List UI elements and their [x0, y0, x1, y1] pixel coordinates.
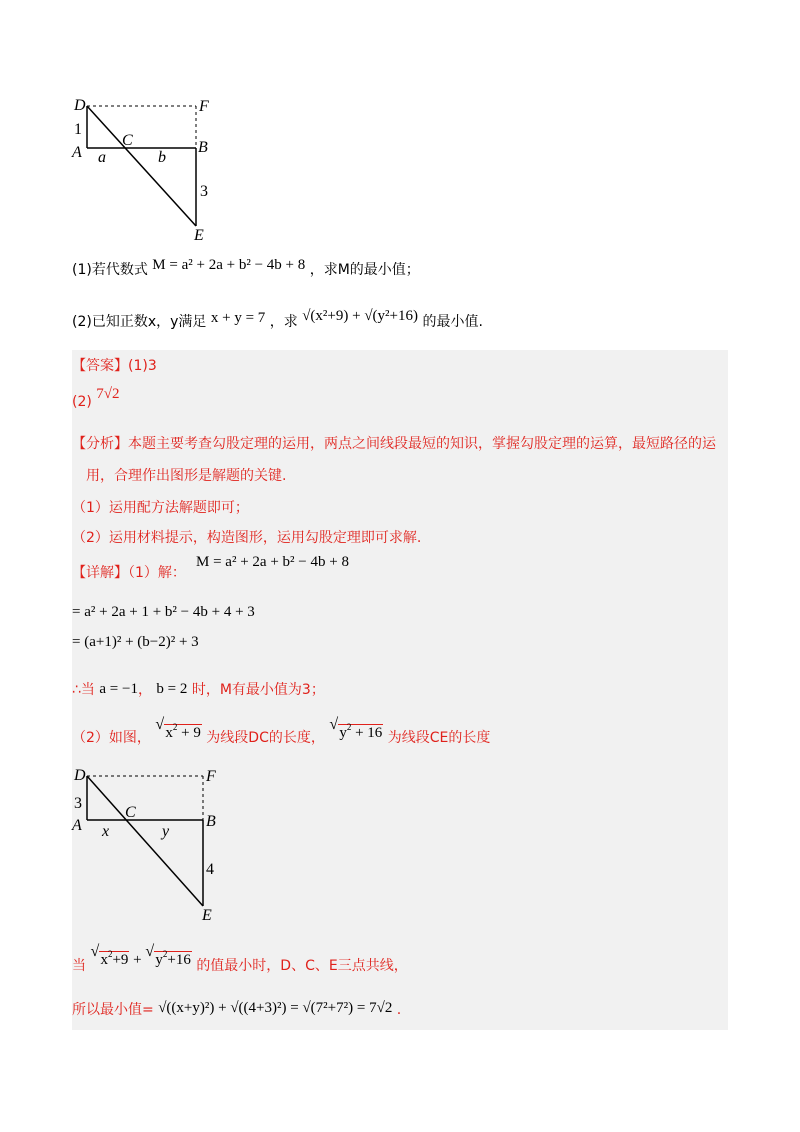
- condition-a: a = −1: [99, 681, 138, 697]
- q2-prefix: (2)已知正数x，y满足: [72, 314, 207, 330]
- detail-eq-2: = a² + 2a + 1 + b² − 4b + 4 + 3: [72, 604, 255, 620]
- fig1-label-B: B: [198, 139, 208, 156]
- q1-expression: M = a² + 2a + b² − 4b + 8: [152, 257, 306, 273]
- q1-prefix: (1)若代数式: [72, 262, 148, 278]
- fig1-label-a: a: [98, 149, 106, 166]
- sum-expression: √ $x^2+9$ + √ $y^2+16$: [90, 952, 191, 968]
- fig2-side-left: 3: [74, 795, 82, 812]
- fig2-label-x: x: [102, 823, 110, 840]
- conclusion-suffix: 时，M有最小值为3；: [191, 682, 325, 698]
- analysis-line-1: [72, 434, 716, 454]
- fig1-label-D: D: [74, 97, 86, 114]
- min-expression: √((x+y)²) + √((4+3)²) = √(7²+7²) = 7√2: [158, 1000, 393, 1016]
- answer-part2: [72, 384, 120, 410]
- when-suffix: 的值最小时，D、C、E三点共线，: [196, 958, 408, 974]
- analysis-step-2: （2）运用材料提示，构造图形，运用勾股定理即可求解.: [72, 530, 422, 546]
- conclusion-prefix: ∴当: [72, 682, 95, 698]
- figure-1: [60, 92, 250, 242]
- figure-2: [60, 762, 250, 924]
- fig1-label-A: A: [72, 144, 82, 161]
- answer-title: 【答案】(1)3: [72, 358, 157, 374]
- fig1-side-left: 1: [74, 121, 82, 138]
- part2-dc: 为线段DC的长度，: [206, 730, 325, 746]
- detail-line-1: [72, 563, 186, 583]
- q2-expression: √(x²+9) + √(y²+16): [302, 308, 419, 324]
- question-1: [72, 257, 420, 280]
- answer-part2-value: 7√2: [96, 386, 120, 402]
- q1-suffix: ，求M的最小值；: [309, 262, 420, 278]
- sqrt-x-term: √ $x^2 + 9$: [155, 725, 201, 741]
- detail-part2-line: [72, 722, 490, 748]
- detail-eq-1: M = a² + 2a + b² − 4b + 8: [196, 554, 349, 570]
- detail-part1-intro: （1）解：: [128, 565, 186, 581]
- fig2-label-D: D: [74, 767, 86, 784]
- question-2: [72, 308, 483, 332]
- q2-condition: x + y = 7: [210, 310, 266, 326]
- when-prefix: 当: [72, 958, 86, 974]
- detail-title: 【详解】: [72, 565, 128, 581]
- fig2-label-C: C: [125, 804, 136, 821]
- part2-ce: 为线段CE的长度: [387, 730, 491, 746]
- fig2-label-B: B: [206, 813, 216, 830]
- fig2-label-F: F: [206, 768, 216, 785]
- fig2-label-A: A: [72, 817, 82, 834]
- analysis-line-2: 用，合理作出图形是解题的关键.: [86, 468, 287, 484]
- q2-suffix: 的最小值.: [422, 314, 483, 330]
- analysis-text-1: 本题主要考查勾股定理的运用，两点之间线段最短的知识，掌握勾股定理的运算，最短路径的运: [128, 436, 716, 452]
- detail-eq-3: = (a+1)² + (b−2)² + 3: [72, 634, 199, 650]
- fig2-label-y: y: [162, 823, 170, 840]
- sqrt-y-term: √ $y^2 + 16$: [329, 725, 383, 741]
- detail-when-line: [72, 950, 408, 976]
- answer-part2-prefix: (2): [72, 394, 92, 410]
- min-prefix: 所以最小值=: [72, 1002, 154, 1018]
- fig2-label-E: E: [202, 907, 212, 924]
- fig1-side-right: 3: [200, 183, 208, 200]
- min-end: .: [396, 1002, 402, 1018]
- fig1-label-F: F: [199, 98, 209, 115]
- analysis-step-1: （1）运用配方法解题即可；: [72, 500, 249, 516]
- fig2-side-right: 4: [206, 861, 214, 878]
- condition-b: b = 2: [156, 681, 188, 697]
- detail-conclusion-1: ∴当 a = −1， b = 2 时，M有最小值为3；: [72, 681, 325, 698]
- fig1-label-C: C: [122, 132, 133, 149]
- fig1-label-b: b: [158, 149, 166, 166]
- analysis-title: 【分析】: [72, 436, 128, 452]
- detail-min-line: [72, 1000, 401, 1020]
- part2-intro: （2）如图，: [72, 730, 151, 746]
- fig1-label-E: E: [194, 227, 204, 242]
- q2-mid: ，求: [269, 314, 298, 330]
